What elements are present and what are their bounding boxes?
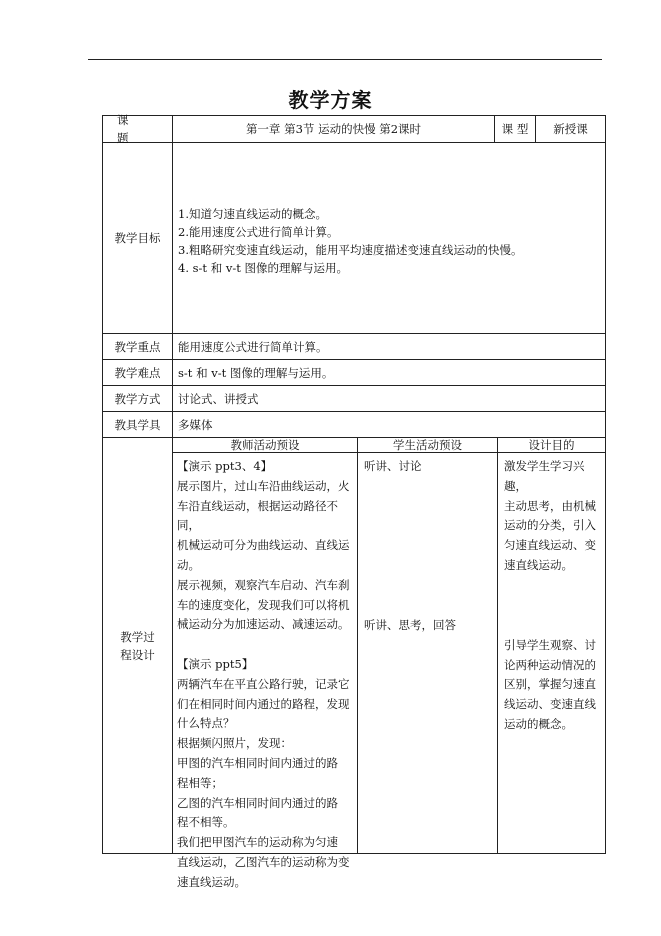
topic-value-cell — [173, 116, 495, 143]
type-value-cell — [536, 116, 606, 143]
teacher-activity — [173, 453, 357, 893]
student-col-header: 学生活动预设 — [393, 438, 462, 452]
goals-value-cell — [173, 143, 606, 334]
type-label: 课 型 — [501, 122, 529, 136]
teacher-line: 【演示 ppt3、4】 — [177, 459, 273, 473]
teacher-line: 动。 — [177, 557, 200, 572]
teacher-line: 们在相同时间内通过的路程，发现 — [177, 696, 350, 711]
method-value: 讨论式、讲授式 — [178, 391, 259, 406]
process-label-cell — [103, 438, 173, 854]
student-line: 听讲、讨论 — [364, 459, 422, 473]
teacher-col-header-cell — [173, 438, 358, 453]
purpose-line: 引导学生观察、讨 — [504, 637, 596, 652]
difficult-value-cell — [173, 360, 606, 386]
tools-label: 教具学具 — [114, 417, 161, 432]
goal-item: 2.能用速度公式进行简单计算。 — [178, 225, 339, 239]
teacher-line: 乙图的汽车相同时间内通过的路 — [177, 795, 338, 810]
goals-list — [173, 143, 605, 277]
goal-item: 3.粗略研究变速直线运动，能用平均速度描述变速直线运动的快慢。 — [178, 243, 523, 257]
teacher-line: 车的速度变化，发现我们可以将机 — [177, 597, 350, 612]
goal-item: 4. s-t 和 v-t 图像的理解与运用。 — [178, 261, 349, 275]
teacher-line: 程不相等。 — [177, 815, 235, 830]
purpose-line: 激发学生学习兴趣， — [504, 459, 585, 493]
process-label: 教学过程设计 — [120, 629, 155, 662]
header-rule — [88, 59, 602, 60]
goals-label: 教学目标 — [114, 231, 161, 245]
teacher-line: 速直线运动。 — [177, 874, 246, 889]
purpose-line: 运动的分类，引入 — [504, 518, 596, 533]
student-col-header-cell — [358, 438, 498, 453]
purpose-line: 线运动、变速直线 — [504, 697, 596, 712]
teacher-activity-cell — [173, 453, 358, 889]
topic-value: 第一章 第3节 运动的快慢 第2课时 — [245, 122, 422, 136]
goal-item: 1.知道匀速直线运动的概念。 — [178, 207, 327, 221]
purpose-line: 速直线运动。 — [504, 557, 573, 572]
purpose-line: 主动思考，由机械 — [504, 498, 596, 513]
teacher-line: 两辆汽车在平直公路行驶，记录它 — [177, 676, 350, 691]
teacher-line: 直线运动，乙图汽车的运动称为变 — [177, 854, 350, 869]
purpose-col-header-cell — [498, 438, 606, 453]
method-label: 教学方式 — [114, 391, 161, 406]
tools-value-cell — [173, 412, 606, 438]
topic-label-cell — [103, 113, 173, 145]
teacher-line: 械运动分为加速运动、减速运动。 — [177, 617, 350, 632]
difficult-label-cell — [103, 360, 173, 386]
design-purpose — [498, 453, 605, 735]
tools-label-cell — [103, 412, 173, 438]
student-activity — [358, 453, 497, 636]
student-activity-cell — [358, 453, 498, 854]
teacher-line: 车沿直线运动，根据运动路径不同， — [177, 498, 338, 533]
purpose-line: 运动的概念。 — [504, 716, 573, 731]
purpose-line: 论两种运动情况的 — [504, 657, 596, 672]
teacher-line: 展示图片，过山车沿曲线运动，火 — [177, 478, 350, 493]
student-line: 听讲、思考，回答 — [364, 617, 456, 632]
type-value: 新授课 — [553, 122, 588, 136]
teacher-col-header: 教师活动预设 — [230, 438, 300, 452]
teacher-line: 【演示 ppt5】 — [177, 656, 254, 671]
teacher-line: 根据频闪照片，发现： — [177, 736, 292, 751]
lesson-plan-table — [102, 113, 606, 889]
topic-label: 课 题 — [117, 113, 152, 145]
key-value-cell — [173, 334, 606, 360]
method-label-cell — [103, 386, 173, 412]
goals-label-cell — [103, 143, 173, 334]
teacher-line: 甲图的汽车相同时间内通过的路 — [177, 755, 338, 770]
key-label-cell — [103, 334, 173, 360]
purpose-col-header: 设计目的 — [528, 438, 575, 452]
method-value-cell — [173, 386, 606, 412]
purpose-line: 匀速直线运动、变 — [504, 538, 596, 553]
teacher-line: 机械运动可分为曲线运动、直线运 — [177, 538, 350, 553]
purpose-line: 区别，掌握匀速直 — [504, 677, 596, 692]
page-title: 教学方案 — [288, 88, 373, 112]
key-label: 教学重点 — [114, 339, 161, 354]
tools-value: 多媒体 — [178, 417, 213, 432]
teacher-line: 什么特点？ — [177, 716, 235, 731]
difficult-label: 教学难点 — [114, 365, 161, 380]
teacher-line: 我们把甲图汽车的运动称为匀速 — [177, 835, 338, 850]
purpose-cell — [498, 453, 606, 854]
key-value: 能用速度公式进行简单计算。 — [178, 339, 328, 354]
teacher-line: 程相等； — [177, 775, 223, 790]
teacher-line: 展示视频，观察汽车启动、汽车刹 — [177, 577, 350, 592]
type-label-cell — [495, 116, 536, 143]
difficult-value: s-t 和 v-t 图像的理解与运用。 — [178, 365, 334, 380]
